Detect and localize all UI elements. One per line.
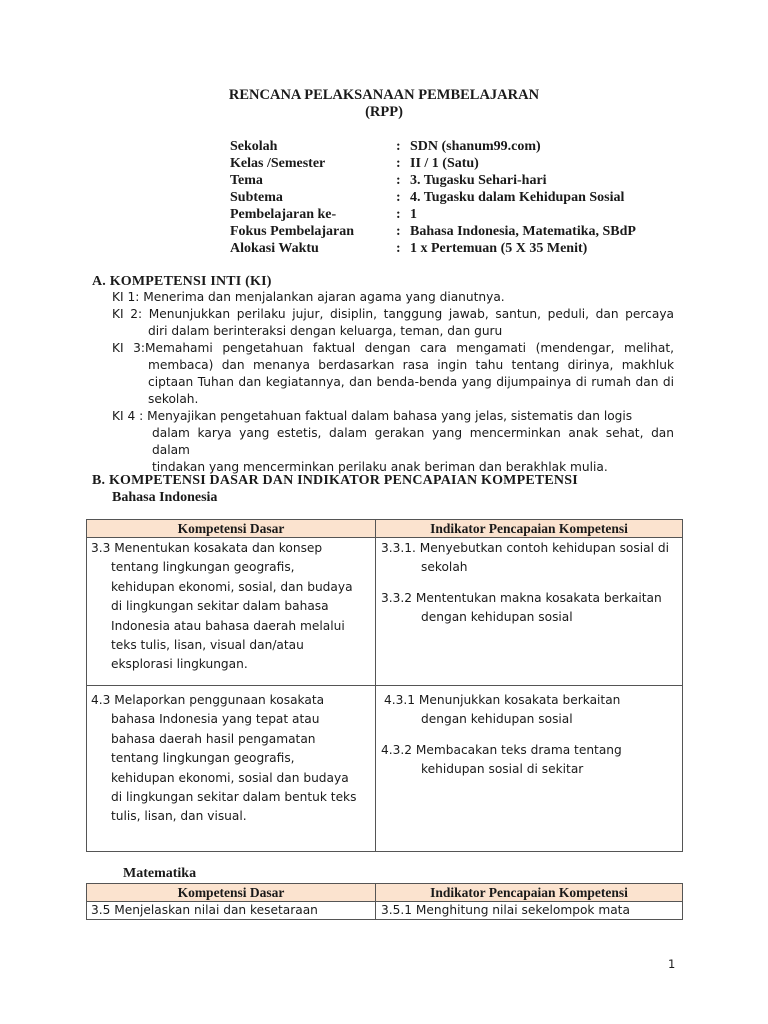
ipk-line: 4.3.1 Menunjukkan kosakata berkaitan xyxy=(384,693,621,707)
ki-2-line: KI 2: Menunjukkan perilaku jujur, disiplin, tanggung jawab, santun, peduli, dan percaya xyxy=(112,307,674,321)
ipk-cell xyxy=(376,686,683,852)
kd-line: eksplorasi lingkungan. xyxy=(111,657,248,672)
kd-line: kehidupan ekonomi, sosial, dan budaya xyxy=(111,579,353,594)
info-value: SDN (shanum99.com) xyxy=(410,139,541,154)
ki-4-line: KI 4 : Menyajikan pengetahuan faktual dalam bahasa yang jelas, sistematis dan logis xyxy=(112,409,633,423)
info-label: Alokasi Waktu xyxy=(230,241,319,256)
ki-1 xyxy=(112,289,505,306)
column-header-kd: Kompetensi Dasar xyxy=(87,520,376,538)
ipk-line: 4.3.2 Membacakan teks drama tentang xyxy=(381,742,622,757)
ki-3-line: KI 3:Memahami pengetahuan faktual dengan cara mengamati (mendengar, melihat, xyxy=(112,341,674,355)
ipk-line: dengan kehidupan sosial xyxy=(421,712,573,727)
ki-3 xyxy=(112,340,674,408)
subject-heading-bahasa-indonesia: Bahasa Indonesia xyxy=(112,490,218,505)
info-row-fokus xyxy=(230,223,636,240)
ki-3-line: membaca) dan menanya berdasarkan rasa ingin tahu tentang dirinya, makhluk xyxy=(148,358,674,372)
ki-4 xyxy=(112,408,674,476)
info-value: Bahasa Indonesia, Matematika, SBdP xyxy=(410,224,636,239)
ki-2 xyxy=(112,306,674,340)
info-colon: : xyxy=(396,139,401,154)
info-value: 3. Tugasku Sehari-hari xyxy=(410,173,547,188)
kd-line: bahasa Indonesia yang tepat atau xyxy=(111,712,320,727)
kd-table-bahasa-indonesia xyxy=(86,519,683,852)
section-b-heading: B. KOMPETENSI DASAR DAN INDIKATOR PENCAPAIAN KOMPETENSI xyxy=(92,473,578,488)
info-colon: : xyxy=(396,190,401,205)
kd-line: tentang lingkungan geografis, xyxy=(111,751,295,766)
table-header-row xyxy=(87,884,683,902)
info-colon: : xyxy=(396,207,401,222)
kd-line: tulis, lisan, dan visual. xyxy=(111,809,247,824)
info-colon: : xyxy=(396,241,401,256)
ipk-cell xyxy=(376,902,683,920)
table-header-row xyxy=(87,520,683,538)
info-row-subtema xyxy=(230,189,636,206)
column-header-kd: Kompetensi Dasar xyxy=(87,884,376,902)
info-label: Pembelajaran ke- xyxy=(230,207,337,222)
ki-4-line: dalam karya yang estetis, dalam gerakan yang mencerminkan anak sehat, dan dalam xyxy=(152,426,674,457)
kd-line: teks tulis, lisan, visual dan/atau xyxy=(111,638,304,653)
document-subtitle: (RPP) xyxy=(365,104,403,120)
kd-line: 3.3 Menentukan kosakata dan konsep xyxy=(91,541,323,555)
info-row-sekolah xyxy=(230,138,636,155)
section-a-heading: A. KOMPETENSI INTI (KI) xyxy=(92,274,272,289)
identity-block xyxy=(230,138,636,257)
info-colon: : xyxy=(396,224,401,239)
info-label: Sekolah xyxy=(230,139,278,154)
kd-line: 4.3 Melaporkan penggunaan kosakata xyxy=(91,693,325,707)
kd-cell xyxy=(87,538,376,686)
kd-line: tentang lingkungan geografis, xyxy=(111,560,295,575)
table-row xyxy=(87,902,683,920)
info-label: Kelas /Semester xyxy=(230,156,326,171)
ki-4-line: tindakan yang mencerminkan perilaku anak beriman dan berakhlak mulia. xyxy=(152,460,608,474)
kd-table-matematika xyxy=(86,883,683,920)
kd-line: kehidupan ekonomi, sosial dan budaya xyxy=(111,770,349,785)
info-value: 4. Tugasku dalam Kehidupan Sosial xyxy=(410,190,625,205)
column-header-ipk: Indikator Pencapaian Kompetensi xyxy=(376,884,683,902)
info-value: 1 x Pertemuan (5 X 35 Menit) xyxy=(410,241,588,256)
info-row-alokasi xyxy=(230,240,636,257)
info-label: Subtema xyxy=(230,190,283,205)
page-number: 1 xyxy=(668,957,676,971)
document-title: RENCANA PELAKSANAAN PEMBELAJARAN xyxy=(228,87,540,103)
ipk-line: dengan kehidupan sosial xyxy=(421,610,573,625)
ipk-line: kehidupan sosial di sekitar xyxy=(421,762,584,777)
info-colon: : xyxy=(396,156,401,171)
table-row xyxy=(87,538,683,686)
subject-heading-matematika: Matematika xyxy=(123,866,197,881)
info-row-kelas xyxy=(230,155,636,172)
kd-cell xyxy=(87,902,376,920)
kd-line: di lingkungan sekitar dalam bahasa xyxy=(111,599,329,614)
info-label: Tema xyxy=(230,173,263,188)
info-label: Fokus Pembelajaran xyxy=(230,224,355,239)
info-row-pembelajaran xyxy=(230,206,636,223)
info-value: II / 1 (Satu) xyxy=(410,156,479,171)
column-header-ipk: Indikator Pencapaian Kompetensi xyxy=(376,520,683,538)
ki-1-text: KI 1: Menerima dan menjalankan ajaran agama yang dianutnya. xyxy=(112,290,505,304)
ipk-line: sekolah xyxy=(421,560,468,575)
info-row-tema xyxy=(230,172,636,189)
kd-line: bahasa daerah hasil pengamatan xyxy=(111,731,316,746)
info-colon: : xyxy=(396,173,401,188)
ipk-line: 3.3.2 Mententukan makna kosakata berkaitan xyxy=(381,590,662,605)
kd-line: 3.5 Menjelaskan nilai dan kesetaraan xyxy=(91,903,318,917)
ipk-line: 3.3.1. Menyebutkan contoh kehidupan sosial di xyxy=(381,541,669,555)
kd-line: di lingkungan sekitar dalam bentuk teks xyxy=(111,790,357,805)
ipk-cell xyxy=(376,538,683,686)
ki-2-line: diri dalam berinteraksi dengan keluarga, teman, dan guru xyxy=(148,324,503,338)
ki-3-line: sekolah. xyxy=(148,392,199,406)
kd-cell xyxy=(87,686,376,852)
table-row xyxy=(87,686,683,852)
kd-line: Indonesia atau bahasa daerah melalui xyxy=(111,618,345,633)
ipk-line: 3.5.1 Menghitung nilai sekelompok mata xyxy=(381,903,630,917)
info-value: 1 xyxy=(410,207,417,222)
ki-3-line: ciptaan Tuhan dan kegiatannya, dan benda-benda yang dijumpainya di rumah dan di xyxy=(148,375,674,389)
